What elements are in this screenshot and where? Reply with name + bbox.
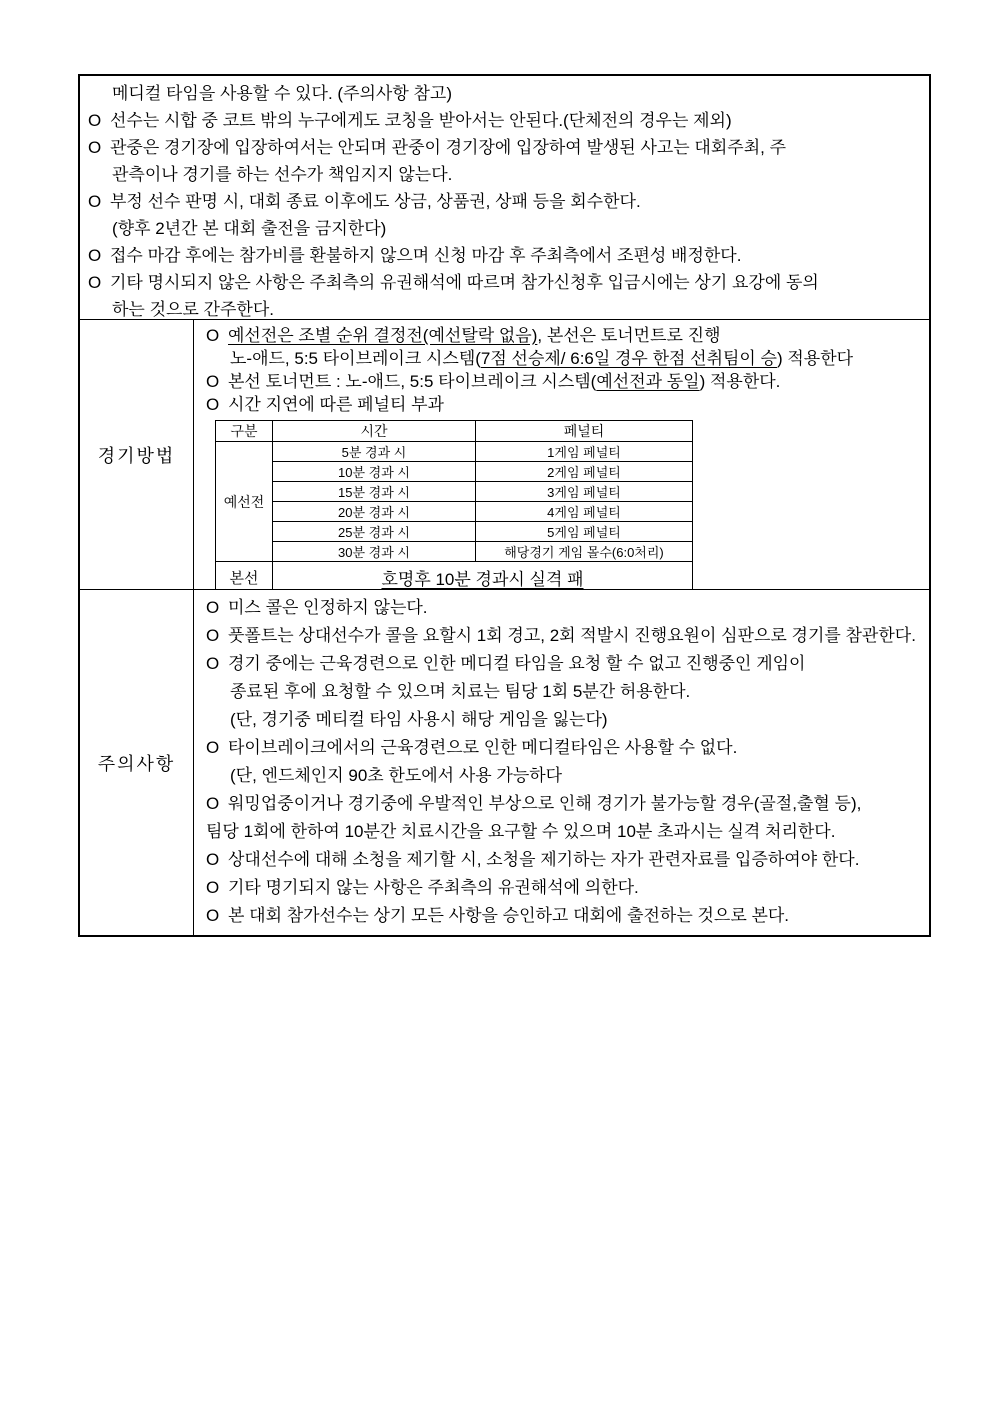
penalty-row bbox=[216, 462, 693, 482]
line-text: 타이브레이크에서의 근육경련으로 인한 메디컬타임은 사용할 수 없다. bbox=[228, 738, 738, 757]
text-line bbox=[206, 370, 925, 393]
penalty-table-header-row bbox=[216, 421, 693, 442]
text-line bbox=[88, 161, 923, 188]
penalty-cell: 해당경기 게임 몰수(6:0처리) bbox=[476, 542, 693, 562]
text-line bbox=[206, 678, 925, 706]
line-text: (단, 엔드체인지 90초 한도에서 사용 가능하다 bbox=[230, 766, 563, 785]
section-general-rules bbox=[80, 76, 929, 320]
penalty-group-label: 예선전 bbox=[216, 442, 273, 562]
line-text: 기타 명기되지 않는 사항은 주최측의 유권해석에 의한다. bbox=[228, 878, 639, 897]
line-text: 본 대회 참가선수는 상기 모든 사항을 승인하고 대회에 출전하는 것으로 본다. bbox=[228, 906, 790, 925]
bullet-marker: O bbox=[206, 794, 220, 813]
bullet-marker: O bbox=[206, 654, 220, 673]
penalty-header-category: 구분 bbox=[216, 421, 273, 442]
line-text: 종료된 후에 요청할 수 있으며 치료는 팀당 1회 5분간 허용한다. bbox=[230, 682, 691, 701]
line-text: 메디컬 타임을 사용할 수 있다. (주의사항 참고) bbox=[112, 84, 452, 103]
line-text: 부정 선수 판명 시, 대회 종료 이후에도 상금, 상품권, 상패 등을 회수한다. bbox=[110, 192, 641, 211]
penalty-cell: 2게임 페널티 bbox=[476, 462, 693, 482]
penalty-cell: 25분 경과 시 bbox=[273, 522, 476, 542]
line-text: 선수는 시합 중 코트 밖의 누구에게도 코칭을 받아서는 안된다.(단체전의 경우는 제외) bbox=[110, 111, 732, 130]
text-line bbox=[88, 269, 923, 296]
bullet-marker: O bbox=[206, 738, 220, 757]
line-text: 경기 중에는 근육경련으로 인한 메디컬 타임을 요청 할 수 없고 진행중인 게임이 bbox=[228, 654, 806, 673]
bullet-marker: O bbox=[206, 326, 220, 345]
penalty-cell: 1게임 페널티 bbox=[476, 442, 693, 462]
line-text: 시간 지연에 따른 페널티 부과 bbox=[228, 395, 444, 414]
line-text: 본선 토너먼트 : 노-애드, 5:5 타이브레이크 시스템(예선전과 동일) 적용한다. bbox=[228, 372, 781, 391]
bullet-marker: O bbox=[206, 626, 220, 645]
text-line bbox=[206, 790, 925, 818]
line-text: 상대선수에 대해 소청을 제기할 시, 소청을 제기하는 자가 관련자료를 입증하여야 한다. bbox=[228, 850, 860, 869]
penalty-final-text: 호명후 10분 경과시 실격 패 bbox=[273, 562, 693, 590]
text-line bbox=[88, 107, 923, 134]
text-line bbox=[206, 818, 925, 846]
bullet-marker: O bbox=[88, 111, 102, 130]
bullet-marker: O bbox=[206, 850, 220, 869]
penalty-row bbox=[216, 442, 693, 462]
line-text: (단, 경기중 메티컬 타임 사용시 해당 게임을 잃는다) bbox=[230, 710, 608, 729]
bullet-marker: O bbox=[206, 372, 220, 391]
penalty-header-penalty: 페널티 bbox=[476, 421, 693, 442]
cautions-lines bbox=[194, 590, 929, 935]
penalty-cell: 30분 경과 시 bbox=[273, 542, 476, 562]
section-match-method-label: 경기방법 bbox=[80, 320, 194, 589]
penalty-final-row bbox=[216, 562, 693, 590]
text-line bbox=[88, 134, 923, 161]
text-line bbox=[206, 734, 925, 762]
bullet-marker: O bbox=[88, 138, 102, 157]
bullet-marker: O bbox=[206, 395, 220, 414]
penalty-table-body bbox=[216, 442, 693, 590]
text-line bbox=[206, 902, 925, 930]
penalty-row bbox=[216, 482, 693, 502]
text-line bbox=[206, 594, 925, 622]
penalty-cell: 15분 경과 시 bbox=[273, 482, 476, 502]
line-text: 접수 마감 후에는 참가비를 환불하지 않으며 신청 마감 후 주최측에서 조편성 배정한다. bbox=[110, 246, 742, 265]
line-text: 기타 명시되지 않은 사항은 주최측의 유권해석에 따르며 참가신청후 입금시에는 상기 요강에 동의 bbox=[110, 273, 819, 292]
line-text: 풋폴트는 상대선수가 콜을 요할시 1회 경고, 2회 적발시 진행요원이 심판으로 경기를 참관한다. bbox=[228, 626, 916, 645]
penalty-cell: 20분 경과 시 bbox=[273, 502, 476, 522]
text-line bbox=[206, 347, 925, 370]
penalty-cell: 5게임 페널티 bbox=[476, 522, 693, 542]
penalty-row bbox=[216, 542, 693, 562]
line-text: 노-애드, 5:5 타이브레이크 시스템(7점 선승제/ 6:6일 경우 한점 선취팀이 승) 적용한다 bbox=[230, 349, 854, 368]
penalty-table bbox=[215, 420, 693, 589]
penalty-row bbox=[216, 502, 693, 522]
match-method-lines bbox=[206, 324, 925, 416]
text-line bbox=[206, 706, 925, 734]
section-cautions bbox=[80, 590, 929, 935]
section-cautions-label: 주의사항 bbox=[80, 590, 194, 935]
text-line bbox=[206, 622, 925, 650]
text-line bbox=[206, 650, 925, 678]
penalty-final-label: 본선 bbox=[216, 562, 273, 590]
text-line bbox=[206, 393, 925, 416]
text-line bbox=[88, 80, 923, 107]
bullet-marker: O bbox=[88, 246, 102, 265]
tournament-rules-table bbox=[78, 74, 931, 937]
text-line bbox=[206, 762, 925, 790]
penalty-cell: 10분 경과 시 bbox=[273, 462, 476, 482]
section-match-method bbox=[80, 320, 929, 590]
penalty-cell: 5분 경과 시 bbox=[273, 442, 476, 462]
line-text: 워밍업중이거나 경기중에 우발적인 부상으로 인해 경기가 불가능할 경우(골절,출혈 등), bbox=[228, 794, 862, 813]
penalty-header-time: 시간 bbox=[273, 421, 476, 442]
section-match-method-content bbox=[194, 320, 929, 589]
bullet-marker: O bbox=[206, 878, 220, 897]
penalty-cell: 4게임 페널티 bbox=[476, 502, 693, 522]
text-line bbox=[88, 296, 923, 323]
text-line bbox=[206, 324, 925, 347]
line-text: 미스 콜은 인정하지 않는다. bbox=[228, 598, 428, 617]
line-text: 관중은 경기장에 입장하여서는 안되며 관중이 경기장에 입장하여 발생된 사고는 대회주최, 주 bbox=[110, 138, 786, 157]
bullet-marker: O bbox=[206, 906, 220, 925]
penalty-cell: 3게임 페널티 bbox=[476, 482, 693, 502]
text-line bbox=[206, 874, 925, 902]
line-text: 하는 것으로 간주한다. bbox=[112, 300, 274, 319]
bullet-marker: O bbox=[88, 192, 102, 211]
line-text: 관측이나 경기를 하는 선수가 책임지지 않는다. bbox=[112, 165, 453, 184]
line-text: (향후 2년간 본 대회 출전을 금지한다) bbox=[112, 219, 387, 238]
bullet-marker: O bbox=[206, 598, 220, 617]
text-line bbox=[88, 242, 923, 269]
text-line bbox=[88, 188, 923, 215]
text-line bbox=[88, 215, 923, 242]
line-text: 팀당 1회에 한하여 10분간 치료시간을 요구할 수 있으며 10분 초과시는 실격 처리한다. bbox=[206, 822, 836, 841]
penalty-row bbox=[216, 522, 693, 542]
bullet-marker: O bbox=[88, 273, 102, 292]
text-line bbox=[206, 846, 925, 874]
line-text: 예선전은 조별 순위 결정전(예선탈락 없음), 본선은 토너먼트로 진행 bbox=[228, 326, 721, 345]
